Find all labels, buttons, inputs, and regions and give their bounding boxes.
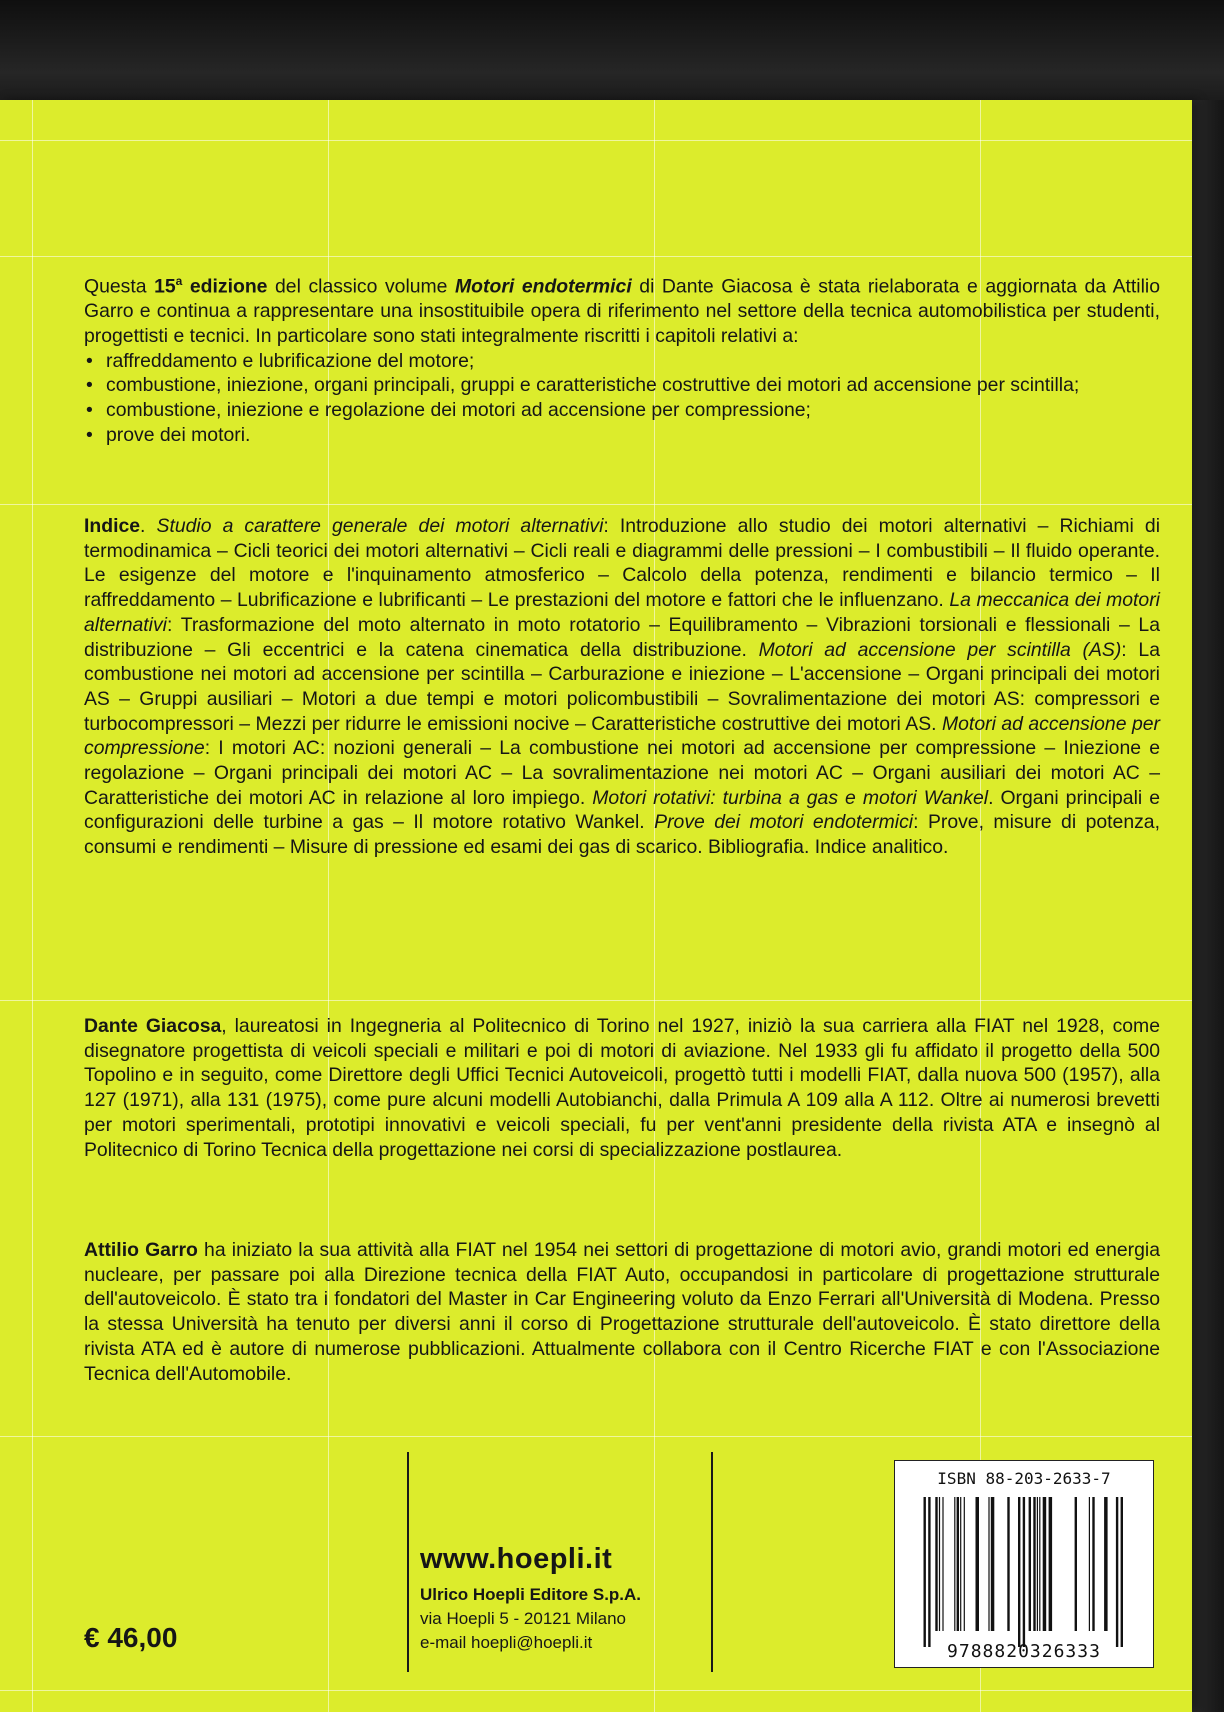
rewritten-chapters-list xyxy=(84,349,1160,448)
list-item: • combustione, iniezione e regolazione dei motori ad accensione per compressione; xyxy=(84,398,1160,423)
text-run: ha iniziato la sua attività alla FIAT nel 1954 nei settori di progettazione di motori avio, grandi motori ed energia nucleare, per passare poi alla Direzione tecnica della FIAT Auto, occupandosi in particolare di progettazione strutturale dell'autoveicolo. È stato tra i fondatori del Master in Car Engineering voluto da Enzo Ferrari all'Università di Modena. Presso la stessa Università ha tenuto per diversi anni il corso di Progettazione strutturale dell'autoveicolo. È stato direttore della rivista ATA ed è autore di numerose pubblicazioni. Attualmente collabora con il Centro Ricerche FIAT e con l'Associazione Tecnica dell'Automobile. xyxy=(84,1239,1160,1385)
barcode-number: 9788820326333 xyxy=(947,1641,1101,1661)
barcode-bar xyxy=(1104,1497,1108,1631)
barcode-bar xyxy=(942,1497,943,1631)
publisher-website: www.hoepli.it xyxy=(420,1543,613,1575)
text-run: Indice xyxy=(84,515,141,537)
text-run: a xyxy=(175,274,183,288)
text-run: di Dante Giacosa è stata rielaborata e aggiornata da Attilio Garro e continua a rappresentare una insostituibile opera di riferimento nel settore della tecnica automobilistica per studenti, progettisti e tecnici. In particolare sono stati integralmente riscritti i capitoli relativi a: xyxy=(84,275,1160,347)
barcode-bar xyxy=(1018,1497,1020,1647)
text-run: . xyxy=(140,515,157,537)
publisher-address: via Hoepli 5 - 20121 Milano xyxy=(420,1609,627,1628)
text-run: Motori ad accensione per scintilla (AS) xyxy=(758,638,1122,661)
text-run: Dante Giacosa xyxy=(84,1015,222,1037)
barcode-bar xyxy=(1043,1497,1047,1631)
barcode-bar xyxy=(1023,1497,1025,1647)
barcode-bar xyxy=(957,1497,959,1631)
footer-divider xyxy=(711,1452,713,1672)
grid-line xyxy=(32,100,33,1712)
text-run: Studio a carattere generale dei motori alternativi xyxy=(156,515,604,537)
barcode-bar xyxy=(1089,1497,1090,1631)
text-run: : Introduzione allo studio dei motori alternativi – Richiami di termodinamica – Cicli teorici dei motori alternativi – Cicli reali e diagrammi delle pressioni – I combustibili – Il fluido operante. Le esigenze del motore e l'inquinamento atmosferico – Calcolo della potenza, rendimenti e bilancio termico – Il raffreddamento – Lubrificazione e lubrificanti – Le prestazioni del motore e fattori che le influenzano. xyxy=(84,515,1160,612)
grid-line xyxy=(0,1000,1192,1001)
text-run: : Prove, misure di potenza, consumi e rendimenti – Misure di pressione ed esami dei gas di scarico. Bibliografia. Indice analitico. xyxy=(84,811,1160,859)
barcode-bar xyxy=(1039,1497,1040,1631)
list-item: • prove dei motori. xyxy=(84,423,1160,448)
text-run: : La combustione nei motori ad accensione per scintilla – Carburazione e iniezione – L'accensione – Organi principali dei motori AS – Gruppi ausiliari – Motori a due tempi e motori policombustibili – Sovralimentazione dei motori AS: compressori e turbocompressori – Mezzi per ridurre le emissioni nocive – Caratteristiche costruttive dei motori AS. xyxy=(84,638,1160,735)
barcode-bar xyxy=(960,1497,961,1631)
text-run: : I motori AC: nozioni generali – La combustione nei motori ad accensione per compressione – Iniezione e regolazione – Organi principali dei motori AC – La sovralimentazione nei motori AC – Organi ausiliari dei motori AC – Caratteristiche dei motori AC in relazione al loro impiego. xyxy=(84,737,1160,809)
isbn-barcode xyxy=(894,1460,1154,1668)
text-run: : Trasformazione del moto alternato in moto rotatorio – Equilibramento – Vibrazioni torsionali e flessionali – La distribuzione – Gli eccentrici e la catena cinematica della distribuzione. xyxy=(84,613,1160,661)
text-run: La meccanica dei motori alternativi xyxy=(84,589,1160,636)
grid-line xyxy=(0,256,1192,257)
grid-line xyxy=(0,504,1192,505)
text-run: 15 xyxy=(154,275,176,298)
text-run: Questa xyxy=(84,275,155,298)
footer-divider xyxy=(407,1452,409,1672)
publisher-email: e-mail hoepli@hoepli.it xyxy=(420,1633,593,1652)
text-run: edizione xyxy=(182,275,268,298)
barcode-bar xyxy=(988,1497,989,1631)
barcode-bar xyxy=(924,1497,926,1647)
barcode-bar xyxy=(1033,1497,1035,1631)
barcode-bar xyxy=(964,1497,965,1631)
barcode-bar xyxy=(1075,1497,1077,1631)
barcode-bar xyxy=(1029,1497,1031,1631)
barcode-bar xyxy=(928,1497,930,1647)
text-run: Motori rotativi: turbina a gas e motori Wankel xyxy=(592,786,989,809)
price-label: € 46,00 xyxy=(84,1622,178,1653)
text-run: . Organi principali e configurazioni delle turbine a gas – Il motore rotativo Wankel. xyxy=(84,786,1161,834)
text-run: Attilio Garro xyxy=(84,1239,198,1261)
grid-line xyxy=(0,1690,1192,1691)
dark-right-edge xyxy=(1192,100,1224,1712)
publisher-info xyxy=(420,1542,641,1655)
description-intro xyxy=(84,269,1160,349)
book-description xyxy=(84,269,1160,447)
barcode-icon xyxy=(907,1497,1141,1661)
grid-line xyxy=(0,1436,1192,1437)
barcode-bar xyxy=(939,1497,940,1631)
barcode-bar xyxy=(976,1497,980,1631)
text-run: , laureatosi in Ingegneria al Politecnico di Torino nel 1927, iniziò la sua carriera alla FIAT nel 1928, come disegnatore progettista di veicoli speciali e militari e poi di motori di aviazione. Nel 1933 gli fu affidato il progetto della 500 Topolino e in seguito, come Direttore degli Uffici Tecnici Autoveicoli, progettò tutti i modelli FIAT, dalla nuova 500 (1957), alla 127 (1971), alla 131 (1975), come pure alcuni modelli Autobianchi, dalla Primula A 109 alla A 112. Oltre ai numerosi brevetti per motori sperimentali, prototipi innovativi e veicoli speciali, fu per vent'anni presidente della rivista ATA e insegnò al Politecnico di Torino Tecnica della progettazione nei corsi di specializzazione postlaurea. xyxy=(84,1015,1160,1161)
text-run: Motori ad accensione per compressione xyxy=(84,712,1160,760)
grid-line xyxy=(0,140,1192,141)
publisher-name: Ulrico Hoepli Editore S.p.A. xyxy=(420,1585,642,1604)
barcode-bar xyxy=(1092,1497,1094,1631)
text-run: del classico volume xyxy=(267,275,456,298)
author-bio-garro xyxy=(84,1238,1160,1386)
barcode-bar xyxy=(1037,1497,1038,1631)
list-item: • combustione, iniezione, organi principali, gruppi e caratteristiche costruttive dei motori ad accensione per scintilla; xyxy=(84,373,1160,398)
isbn-label: ISBN 88-203-2633-7 xyxy=(937,1469,1111,1488)
table-of-contents-summary xyxy=(84,514,1160,860)
dark-top-band xyxy=(0,0,1224,104)
author-bio-giacosa xyxy=(84,1014,1160,1162)
text-run: Motori endotermici xyxy=(455,275,632,298)
text-run: Prove dei motori endotermici xyxy=(654,811,914,834)
barcode-bar xyxy=(1049,1497,1053,1631)
barcode-bar xyxy=(991,1497,995,1631)
barcode-bar xyxy=(1121,1497,1123,1647)
barcode-bar xyxy=(1116,1497,1118,1647)
list-item: • raffreddamento e lubrificazione del motore; xyxy=(84,349,1160,374)
barcode-bar xyxy=(1007,1497,1009,1631)
barcode-bar xyxy=(954,1497,955,1631)
barcode-bar xyxy=(935,1497,937,1631)
